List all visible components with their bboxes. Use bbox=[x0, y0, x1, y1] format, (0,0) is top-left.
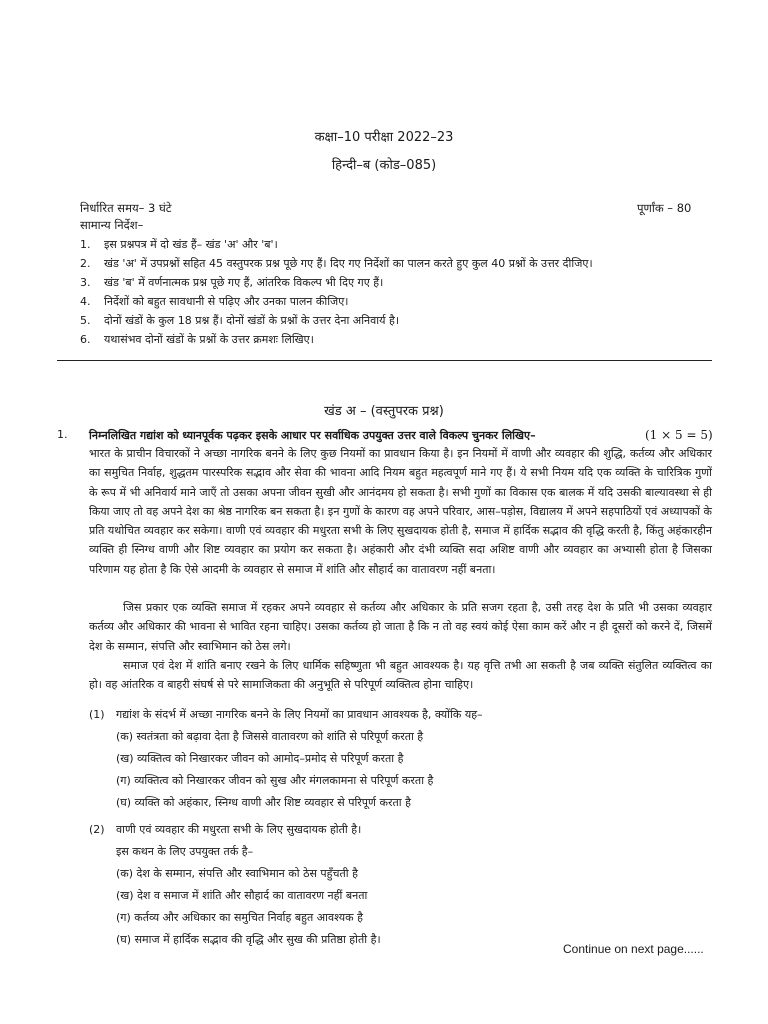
instruction-text: खंड 'ब' में वर्णनात्मक प्रश्न पूछे गए हैं, आंतरिक विकल्प भी दिए गए हैं। bbox=[104, 276, 384, 289]
sub-question-stem bbox=[89, 819, 381, 841]
instruction-number: 2. bbox=[80, 257, 91, 270]
section-divider bbox=[57, 360, 712, 361]
sub-question-number: (2) bbox=[89, 823, 105, 836]
instruction-number: 6. bbox=[80, 333, 91, 346]
maximum-marks: पूर्णांक – 80 bbox=[637, 201, 692, 215]
answer-option: (ख) व्यक्तित्व को निखारकर जीवन को आमोद–प्रमोद से परिपूर्ण करता है bbox=[116, 752, 404, 765]
answer-option: (घ) समाज में हार्दिक सद्भाव की वृद्धि और सुख की प्रतिष्ठा होती है। bbox=[116, 933, 381, 946]
continue-note: Continue on next page...... bbox=[563, 942, 704, 956]
instruction-item bbox=[80, 330, 593, 349]
instruction-text: इस प्रश्नपत्र में दो खंड हैं– खंड 'अ' और 'ब'। bbox=[104, 238, 278, 251]
instruction-item bbox=[80, 311, 593, 330]
answer-option: (घ) व्यक्ति को अहंकार, स्निग्ध वाणी और शिष्ट व्यवहार से परिपूर्ण करता है bbox=[116, 796, 411, 809]
sub-question-text: गद्यांश के संदर्भ में अच्छा नागरिक बनने के लिए नियमों का प्रावधान आवश्यक है, क्योंकि यह– bbox=[116, 708, 483, 721]
answer-option: (ख) देश व समाज में शांति और सौहार्द का वातावरण नहीं बनता bbox=[116, 889, 368, 902]
instruction-number: 1. bbox=[80, 238, 91, 251]
instruction-number: 3. bbox=[80, 276, 91, 289]
general-instructions-heading: सामान्य निर्देश– bbox=[80, 218, 144, 232]
instruction-item bbox=[80, 254, 593, 273]
sub-question-text: वाणी एवं व्यवहार की मधुरता सभी के लिए सुखदायक होती है। bbox=[116, 823, 362, 836]
passage-paragraph: भारत के प्राचीन विचारकों ने अच्छा नागरिक बनने के लिए कुछ नियमों का प्रावधान किया है। इन नियमों में वाणी और व्यवहार की शुद्धि, कर्तव्य और अधिकार का समुचित निर्वाह, शुद्धतम पारस्परिक सद्भाव और सेवा की भावना आदि नियम बहुत महत्वपूर्ण माने गए हैं। ये सभी नियम यदि एक व्यक्ति के चारित्रिक गुणों के रूप में भी अनिवार्य माने जाएँ तो उसका अपना जीवन सुखी और आनंदमय हो सकता है। सभी गुणों का विकास एक बालक में यदि उसकी बाल्यावस्था से ही किया जाए तो वह अपने देश का श्रेष्ठ नागरिक बन सकता है। इन गुणों के कारण वह अपने परिवार, आस–पड़ोस, विद्यालय में अपने सहपाठियों एवं अध्यापकों के प्रति यथोचित व्यवहार कर सकेगा। वाणी एवं व्यवहार की मधुरता सभी के लिए सुखदायक होती है, समाज में हार्दिक सद्भाव की वृद्धि करती है, किंतु अहंकारहीन व्यक्ति ही स्निग्ध वाणी और शिष्ट व्यवहार का प्रयोग कर सकता है। अहंकारी और दंभी व्यक्ति सदा अशिष्ट वाणी और व्यवहार का अभ्यासी होता है जिसका परिणाम यह होता है कि ऐसे आदमी के व्यवहार से समाज में शांति और सौहार्द का वातावरण नहीं बनता। bbox=[89, 447, 712, 576]
instruction-text: यथासंभव दोनों खंडों के प्रश्नों के उत्तर क्रमशः लिखिए। bbox=[104, 333, 314, 346]
sub-question-stem bbox=[89, 704, 483, 726]
answer-option: (ग) कर्तव्य और अधिकार का समुचित निर्वाह बहुत आवश्यक है bbox=[116, 911, 363, 924]
subject-code: हिन्दी–ब (कोड–085) bbox=[331, 158, 437, 173]
question-marks: (1 × 5 = 5) bbox=[645, 428, 713, 442]
passage-paragraph: जिस प्रकार एक व्यक्ति समाज में रहकर अपने व्यवहार से कर्तव्य और अधिकार के प्रति सजग रहता है, उसी तरह देश के प्रति भी उसका व्यवहार कर्तव्य और अधिकार की भावना से भावित रहना चाहिए। उसका कर्तव्य हो जाता है कि न तो वह स्वयं कोई ऐसा काम करें और न ही दूसरों को करने दें, जिसमें देश के सम्मान, संपत्ति और स्वाभिमान को ठेस लगे। bbox=[89, 601, 712, 653]
question-instruction: निम्नलिखित गद्यांश को ध्यानपूर्वक पढ़कर इसके आधार पर सर्वाधिक उपयुक्त उत्तर वाले विकल्प चुनकर लिखिए– bbox=[89, 429, 536, 442]
instruction-item bbox=[80, 273, 593, 292]
sub-question-number: (1) bbox=[89, 708, 105, 721]
instruction-text: खंड 'अ' में उपप्रश्नों सहित 45 वस्तुपरक प्रश्न पूछे गए हैं। दिए गए निर्देशों का पालन करते हुए कुल 40 प्रश्नों के उत्तर दीजिए। bbox=[104, 257, 593, 270]
instruction-text: दोनों खंडों के कुल 18 प्रश्न हैं। दोनों खंडों के प्रश्नों के उत्तर देना अनिवार्य है। bbox=[104, 314, 400, 327]
time-allowed: निर्धारित समय– 3 घंटे bbox=[80, 201, 172, 215]
instruction-item bbox=[80, 235, 593, 254]
general-instructions-list bbox=[80, 235, 593, 349]
section-a-title: खंड अ – (वस्तुपरक प्रश्न) bbox=[324, 404, 444, 419]
instruction-text: निर्देशों को बहुत सावधानी से पढ़िए और उनका पालन कीजिए। bbox=[104, 295, 349, 308]
instruction-number: 5. bbox=[80, 314, 91, 327]
sub-question bbox=[89, 704, 483, 814]
answer-option: (क) देश के सम्मान, संपत्ति और स्वाभिमान को ठेस पहुँचती है bbox=[116, 867, 358, 880]
answer-option: (ग) व्यक्तित्व को निखारकर जीवन को सुख और मंगलकामना से परिपूर्ण करता है bbox=[116, 774, 434, 787]
sub-question-prompt: इस कथन के लिए उपयुक्त तर्क है– bbox=[116, 845, 254, 858]
instruction-number: 4. bbox=[80, 295, 91, 308]
passage-paragraph: समाज एवं देश में शांति बनाए रखने के लिए धार्मिक सहिष्णुता भी बहुत आवश्यक है। यह वृत्ति तभी आ सकती है जब व्यक्ति संतुलित व्यक्तित्व का हो। वह आंतरिक व बाहरी संघर्ष से परे सामाजिकता की अनुभूति से परिपूर्ण व्यक्तित्व होना चाहिए। bbox=[89, 659, 712, 692]
instruction-item bbox=[80, 292, 593, 311]
answer-option: (क) स्वतंत्रता को बढ़ावा देता है जिससे वातावरण को शांति से परिपूर्ण करता है bbox=[116, 730, 424, 743]
sub-question bbox=[89, 819, 381, 951]
question-number: 1. bbox=[57, 428, 68, 441]
exam-title: कक्षा–10 परीक्षा 2022–23 bbox=[314, 130, 454, 145]
